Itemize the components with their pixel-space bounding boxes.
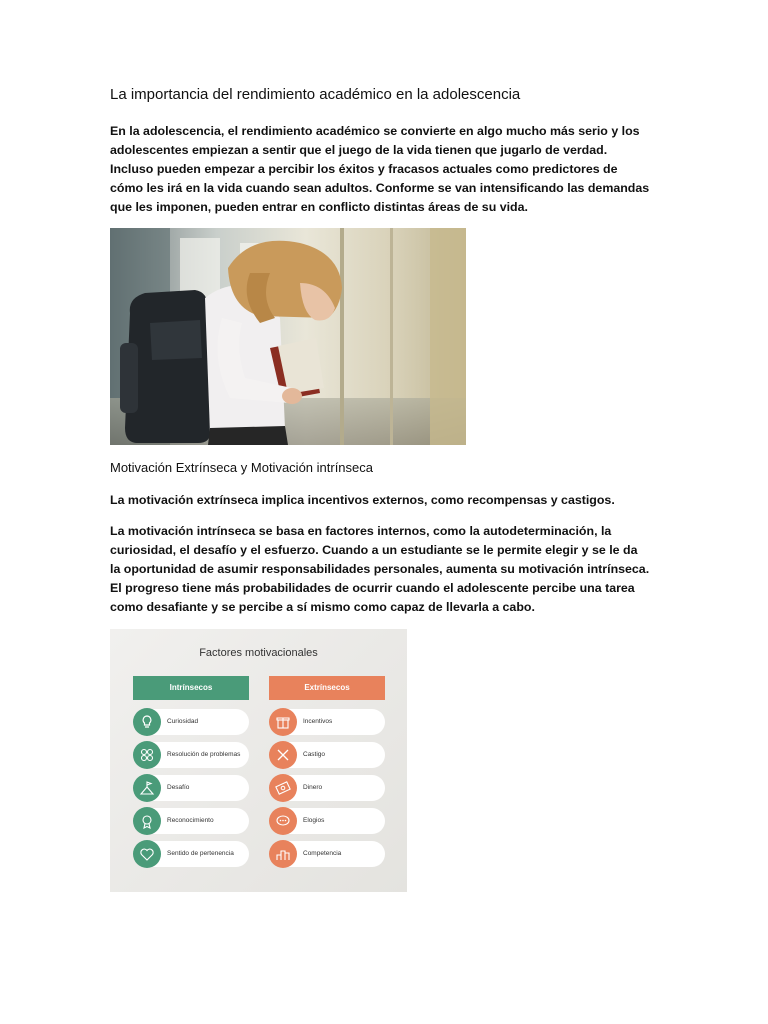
extrinsic-item: Castigo bbox=[269, 742, 385, 768]
speech-bubble-icon bbox=[269, 807, 297, 835]
extrinsic-item: Incentivos bbox=[269, 709, 385, 735]
intro-paragraph: En la adolescencia, el rendimiento académico se convierte en algo mucho más serio y los adolescentes empiezan a sentir que el juego de la vida tienen que jugarlo de verdad. Incluso pueden empezar a percibir los éxitos y fracasos actuales como predictores de cómo les irá en la vida cuando sean adultos. Conforme se van intensificando las demandas que les imponen, pueden entrar en conflicto distintas áreas de su vida. bbox=[110, 124, 650, 214]
intrinsic-header: Intrínsecos bbox=[133, 676, 249, 700]
section-title: Motivación Extrínseca y Motivación intrínseca bbox=[110, 460, 373, 475]
intrinsic-item: Resolución de problemas bbox=[133, 742, 249, 768]
extrinsic-item: Competencia bbox=[269, 841, 385, 867]
intrinsic-item: Curiosidad bbox=[133, 709, 249, 735]
student-photo bbox=[110, 228, 466, 445]
heart-icon bbox=[133, 840, 161, 868]
extrinsic-item: Elogios bbox=[269, 808, 385, 834]
lightbulb-icon bbox=[133, 708, 161, 736]
intrinsic-paragraph: La motivación intrínseca se basa en factores internos, como la autodeterminación, la curiosidad, el desafío y el esfuerzo. Cuando a un estudiante se le permite elegir y se le da la oportunidad de asumir responsabilidades personales, aumenta su motivación intrínseca. El progreso tiene más probabilidades de ocurrir cuando el adolescente percibe una tarea como desafiante y se percibe a sí mismo como capaz de llevarla a cabo. bbox=[110, 524, 650, 614]
flag-mountain-icon bbox=[133, 774, 161, 802]
extrinsic-paragraph: La motivación extrínseca implica incentivos externos, como recompensas y castigos. bbox=[110, 493, 615, 507]
gift-icon bbox=[269, 708, 297, 736]
podium-icon bbox=[269, 840, 297, 868]
intrinsic-item: Reconocimiento bbox=[133, 808, 249, 834]
extrinsic-header: Extrínsecos bbox=[269, 676, 385, 700]
money-icon bbox=[269, 774, 297, 802]
cross-icon bbox=[269, 741, 297, 769]
medal-icon bbox=[133, 807, 161, 835]
intrinsic-item: Desafío bbox=[133, 775, 249, 801]
page-title: La importancia del rendimiento académico en la adolescencia bbox=[110, 86, 521, 103]
puzzle-icon bbox=[133, 741, 161, 769]
extrinsic-item: Dinero bbox=[269, 775, 385, 801]
infographic-title: Factores motivacionales bbox=[199, 647, 318, 659]
student-photo-illustration bbox=[110, 228, 466, 445]
motivational-factors-infographic bbox=[110, 629, 407, 892]
intrinsic-item: Sentido de pertenencia bbox=[133, 841, 249, 867]
